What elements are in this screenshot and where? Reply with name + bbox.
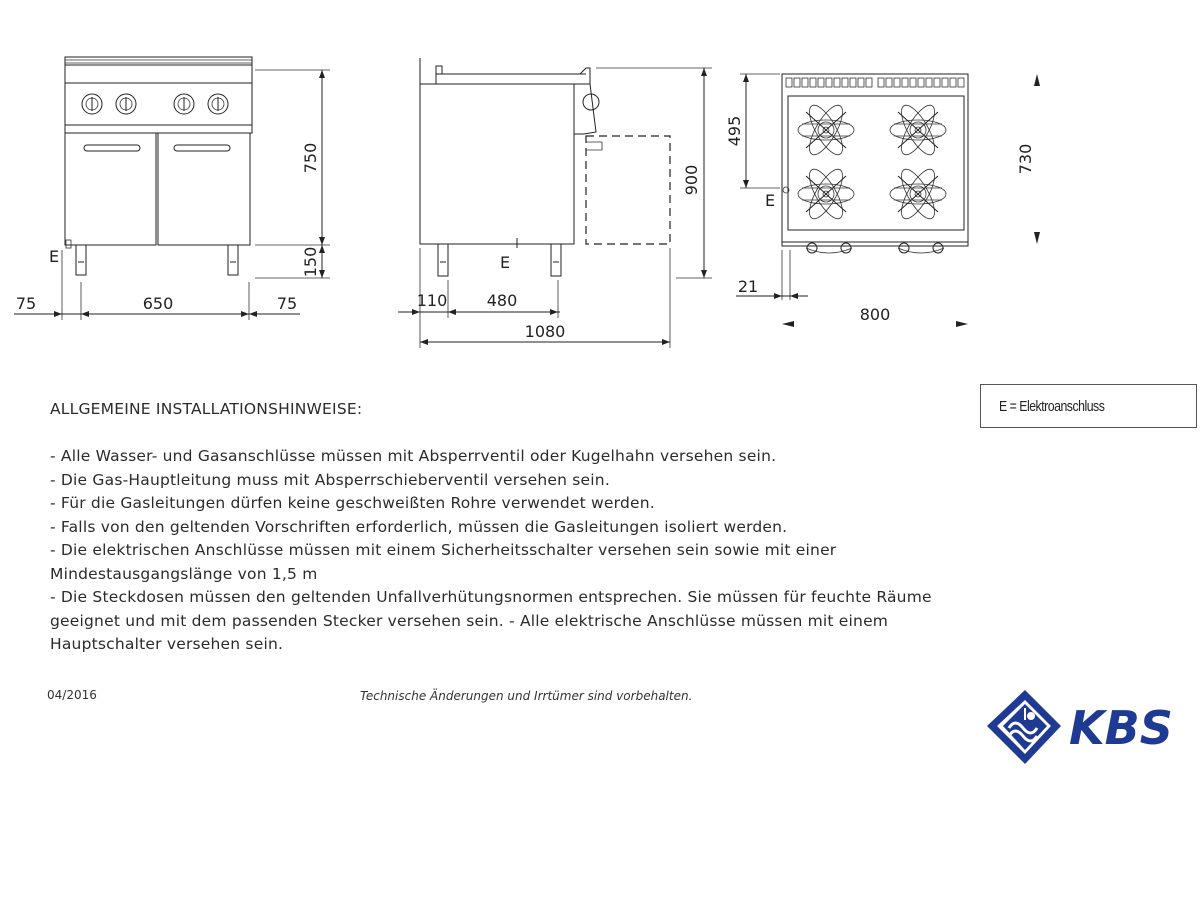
side-depth-1080: 1080 xyxy=(524,322,566,341)
logo-emblem-icon xyxy=(987,690,1061,764)
list-item: - Alle Wasser- und Gasanschlüsse müssen mit Absperrventil oder Kugelhahn versehen sein. xyxy=(50,447,777,465)
document-date: 04/2016 xyxy=(47,688,97,702)
instructions-heading: ALLGEMEINE INSTALLATIONSHINWEISE: xyxy=(50,400,363,418)
legend-text: E = Elektroanschluss xyxy=(999,398,1105,415)
top-depth-730: 730 xyxy=(1016,143,1035,175)
legend-box xyxy=(980,384,1197,428)
installation-instructions xyxy=(50,398,950,657)
front-height-150: 150 xyxy=(301,246,320,278)
instructions-list xyxy=(50,445,950,657)
knob-icon xyxy=(174,94,194,114)
side-e-label: E xyxy=(500,253,511,272)
burner-icon xyxy=(890,101,946,159)
top-view xyxy=(725,74,1040,327)
list-item: - Die Steckdosen müssen den geltenden Unfallverhütungsnormen entsprechen. Sie müssen für feuchte Räume geeignet und mit dem passenden Stecker versehen sein. - Alle elektrische Anschlüsse müssen mit einem Hauptschalter versehen sein. xyxy=(50,588,932,653)
grill-slots xyxy=(786,78,964,87)
side-depth-480: 480 xyxy=(486,291,518,310)
top-depth-495: 495 xyxy=(725,115,744,147)
knob-icon xyxy=(116,94,136,114)
kbs-logo xyxy=(985,688,1197,766)
burner-icon xyxy=(798,101,854,159)
list-item: - Die Gas-Hauptleitung muss mit Absperrschieberventil versehen sein. xyxy=(50,470,610,489)
logo-text: KBS xyxy=(1069,701,1173,755)
list-item: - Die elektrischen Anschlüsse müssen mit einem Sicherheitsschalter versehen sein sowie mit einer Mindestausgangslänge von 1,5 m xyxy=(50,541,837,583)
front-width-right: 75 xyxy=(276,294,298,313)
list-item: - Für die Gasleitungen dürfen keine geschweißten Rohre verwendet werden. xyxy=(50,494,655,512)
knob-icon xyxy=(82,94,102,114)
disclaimer: Technische Änderungen und Irrtümer sind vorbehalten. xyxy=(360,689,693,703)
front-height-750: 750 xyxy=(301,142,320,174)
front-e-label: E xyxy=(49,247,60,266)
top-e-label: E xyxy=(765,191,776,210)
side-view xyxy=(398,58,712,348)
side-height-900: 900 xyxy=(682,164,701,196)
top-width-800: 800 xyxy=(859,305,891,324)
front-width-650: 650 xyxy=(142,294,174,313)
burner-icon xyxy=(798,165,854,223)
knob-icon xyxy=(208,94,228,114)
side-depth-110: 110 xyxy=(416,291,448,310)
burner-icon xyxy=(890,165,946,223)
technical-drawing xyxy=(0,0,1200,370)
list-item: - Falls von den geltenden Vorschriften erforderlich, müssen die Gasleitungen isoliert werden. xyxy=(50,517,788,536)
front-width-left: 75 xyxy=(15,294,37,313)
front-view xyxy=(14,57,330,320)
top-offset-21: 21 xyxy=(737,277,759,296)
